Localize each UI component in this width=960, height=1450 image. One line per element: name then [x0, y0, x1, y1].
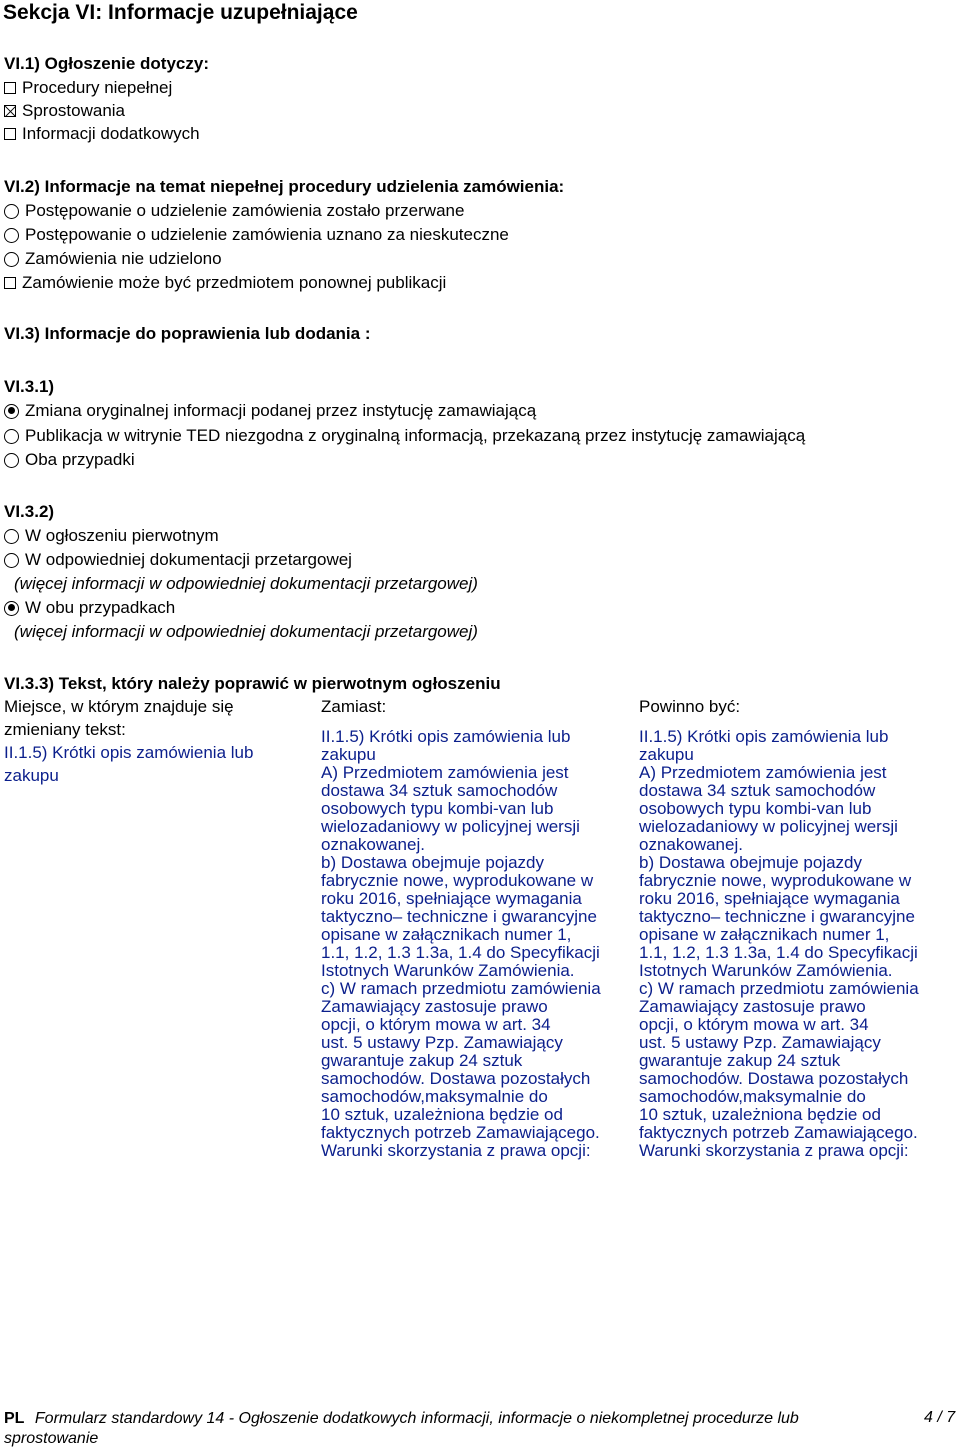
text-line: Istotnych Warunków Zamówienia. [639, 961, 893, 980]
text-line: A) Przedmiotem zamówienia jest [321, 763, 569, 782]
vi32-note: (więcej informacji w odpowiedniej dokumentacji przetargowej) [14, 574, 478, 593]
text-line: wielozadaniowy w policyjnej wersji [639, 817, 898, 836]
col1-header-line: Miejsce, w którym znajduje się [4, 697, 234, 716]
footer [4, 1409, 799, 1449]
text-line: opisane w załącznikach numer 1, [321, 925, 572, 944]
text-line: faktycznych potrzeb Zamawiającego. [321, 1123, 600, 1142]
text-line: 1.1, 1.2, 1.3 1.3a, 1.4 do Specyfikacji [321, 943, 600, 962]
text-line: fabrycznie nowe, wyprodukowane w [321, 871, 594, 890]
text-line: samochodów. Dostawa pozostałych [321, 1069, 591, 1088]
footer-page-number: 4 / 7 [924, 1409, 956, 1426]
text-line: gwarantuje zakup 24 sztuk [321, 1051, 523, 1070]
footer-form-line2: sprostowanie [4, 1430, 99, 1447]
vi32-heading: VI.3.2) [4, 502, 55, 521]
vi1-option-procedury[interactable] [4, 78, 172, 98]
text-line: osobowych typu kombi-van lub [639, 799, 872, 818]
selected-radio-icon[interactable] [4, 601, 19, 616]
text-line: opcji, o którym mowa w art. 34 [639, 1015, 869, 1034]
col1-header [4, 695, 253, 787]
vi3-heading: VI.3) Informacje do poprawienia lub dodania : [4, 324, 371, 343]
col1-value-line: zakupu [4, 766, 59, 785]
text-line: Zamawiający zastosuje prawo [321, 997, 548, 1016]
vi31-option-label: Publikacja w witrynie TED niezgodna z oryginalną informacją, przekazaną przez instytucję zamawiającą [25, 426, 806, 445]
vi1-option-sprostowania[interactable] [4, 101, 125, 121]
text-line: Zamawiający zastosuje prawo [639, 997, 866, 1016]
vi2-checkbox-ponowna-publikacja[interactable] [4, 273, 446, 293]
vi2-option-label: Postępowanie o udzielenie zamówienia zostało przerwane [25, 201, 465, 220]
text-line: Istotnych Warunków Zamówienia. [321, 961, 575, 980]
text-line: b) Dostawa obejmuje pojazdy [639, 853, 863, 872]
checkbox-icon[interactable] [4, 82, 16, 94]
checkbox-icon[interactable] [4, 277, 16, 289]
text-line: gwarantuje zakup 24 sztuk [639, 1051, 841, 1070]
text-line: samochodów. Dostawa pozostałych [639, 1069, 909, 1088]
vi32-note: (więcej informacji w odpowiedniej dokumentacji przetargowej) [14, 622, 478, 641]
vi2-option-przerwane[interactable] [4, 201, 464, 221]
text-line: 10 sztuk, uzależniona będzie od [321, 1105, 563, 1124]
checkbox-icon[interactable] [4, 128, 16, 140]
vi2-option-label: Postępowanie o udzielenie zamówienia uznano za nieskuteczne [25, 225, 509, 244]
vi2-option-label: Zamówienia nie udzielono [25, 249, 222, 268]
vi2-heading: VI.2) Informacje na temat niepełnej procedury udzielenia zamówienia: [4, 177, 565, 196]
radio-icon[interactable] [4, 204, 19, 219]
radio-icon[interactable] [4, 529, 19, 544]
text-line: oznakowanej. [321, 835, 425, 854]
text-line: 1.1, 1.2, 1.3 1.3a, 1.4 do Specyfikacji [639, 943, 918, 962]
text-line: samochodów,maksymalnie do [321, 1087, 548, 1106]
text-line: samochodów,maksymalnie do [639, 1087, 866, 1106]
text-line: fabrycznie nowe, wyprodukowane w [639, 871, 912, 890]
text-line: roku 2016, spełniające wymagania [639, 889, 900, 908]
text-line: c) W ramach przedmiotu zamówienia [321, 979, 601, 998]
vi2-checkbox-label: Zamówienie może być przedmiotem ponownej publikacji [22, 273, 447, 292]
text-line: 10 sztuk, uzależniona będzie od [639, 1105, 881, 1124]
vi1-option-informacji[interactable] [4, 124, 200, 144]
selected-radio-icon[interactable] [4, 404, 19, 419]
vi1-heading: VI.1) Ogłoszenie dotyczy: [4, 54, 209, 73]
vi32-option-obu[interactable] [4, 598, 175, 618]
text-line: faktycznych potrzeb Zamawiającego. [639, 1123, 918, 1142]
vi31-option-zmiana[interactable] [4, 401, 536, 421]
vi31-option-label: Zmiana oryginalnej informacji podanej przez instytucję zamawiającą [25, 401, 537, 420]
text-line: opcji, o którym mowa w art. 34 [321, 1015, 551, 1034]
vi32-option-label: W ogłoszeniu pierwotnym [25, 526, 219, 545]
text-line: dostawa 34 sztuk samochodów [321, 781, 558, 800]
vi32-option-label: W odpowiedniej dokumentacji przetargowej [25, 550, 352, 569]
text-line: b) Dostawa obejmuje pojazdy [321, 853, 545, 872]
radio-icon[interactable] [4, 553, 19, 568]
vi2-option-nie-udzielono[interactable] [4, 249, 222, 269]
text-line: ust. 5 ustawy Pzp. Zamawiający [639, 1033, 881, 1052]
text-line: opisane w załącznikach numer 1, [639, 925, 890, 944]
vi1-option-label: Sprostowania [22, 101, 126, 120]
text-line: oznakowanej. [639, 835, 743, 854]
text-line: c) W ramach przedmiotu zamówienia [639, 979, 919, 998]
vi32-option-pierwotne[interactable] [4, 526, 219, 546]
radio-icon[interactable] [4, 429, 19, 444]
col3-header: Powinno być: [639, 697, 741, 716]
radio-icon[interactable] [4, 228, 19, 243]
text-line: taktyczno– techniczne i gwarancyjne [321, 907, 597, 926]
vi33-heading: VI.3.3) Tekst, który należy poprawić w pierwotnym ogłoszeniu [4, 674, 501, 693]
col2-old-text [321, 728, 601, 1160]
checked-checkbox-icon[interactable] [4, 105, 16, 117]
footer-form-line1: Formularz standardowy 14 - Ogłoszenie dodatkowych informacji, informacje o niekompletnej procedurze lub [34, 1410, 799, 1427]
text-line: taktyczno– techniczne i gwarancyjne [639, 907, 915, 926]
radio-icon[interactable] [4, 252, 19, 267]
col1-value-line: II.1.5) Krótki opis zamówienia lub [4, 743, 254, 762]
col3-new-text [639, 728, 919, 1160]
vi32-option-label: W obu przypadkach [25, 598, 176, 617]
footer-lang: PL [4, 1410, 25, 1427]
section-title: Sekcja VI: Informacje uzupełniające [3, 1, 358, 24]
radio-icon[interactable] [4, 453, 19, 468]
text-line: wielozadaniowy w policyjnej wersji [321, 817, 580, 836]
text-line: II.1.5) Krótki opis zamówienia lub [639, 727, 889, 746]
vi31-heading: VI.3.1) [4, 377, 55, 396]
vi31-option-ted[interactable] [4, 426, 805, 446]
vi31-option-oba[interactable] [4, 450, 135, 470]
vi2-option-nieskuteczne[interactable] [4, 225, 509, 245]
vi1-option-label: Procedury niepełnej [22, 78, 173, 97]
text-line: Warunki skorzystania z prawa opcji: [321, 1141, 591, 1160]
col2-header: Zamiast: [321, 697, 387, 716]
text-line: II.1.5) Krótki opis zamówienia lub [321, 727, 571, 746]
vi32-option-dokumentacja[interactable] [4, 550, 352, 570]
text-line: ust. 5 ustawy Pzp. Zamawiający [321, 1033, 563, 1052]
text-line: osobowych typu kombi-van lub [321, 799, 554, 818]
text-line: dostawa 34 sztuk samochodów [639, 781, 876, 800]
col1-header-line: zmieniany tekst: [4, 720, 126, 739]
vi31-option-label: Oba przypadki [25, 450, 135, 469]
text-line: roku 2016, spełniające wymagania [321, 889, 582, 908]
vi1-option-label: Informacji dodatkowych [22, 124, 200, 143]
text-line: A) Przedmiotem zamówienia jest [639, 763, 887, 782]
text-line: zakupu [321, 745, 376, 764]
text-line: zakupu [639, 745, 694, 764]
text-line: Warunki skorzystania z prawa opcji: [639, 1141, 909, 1160]
